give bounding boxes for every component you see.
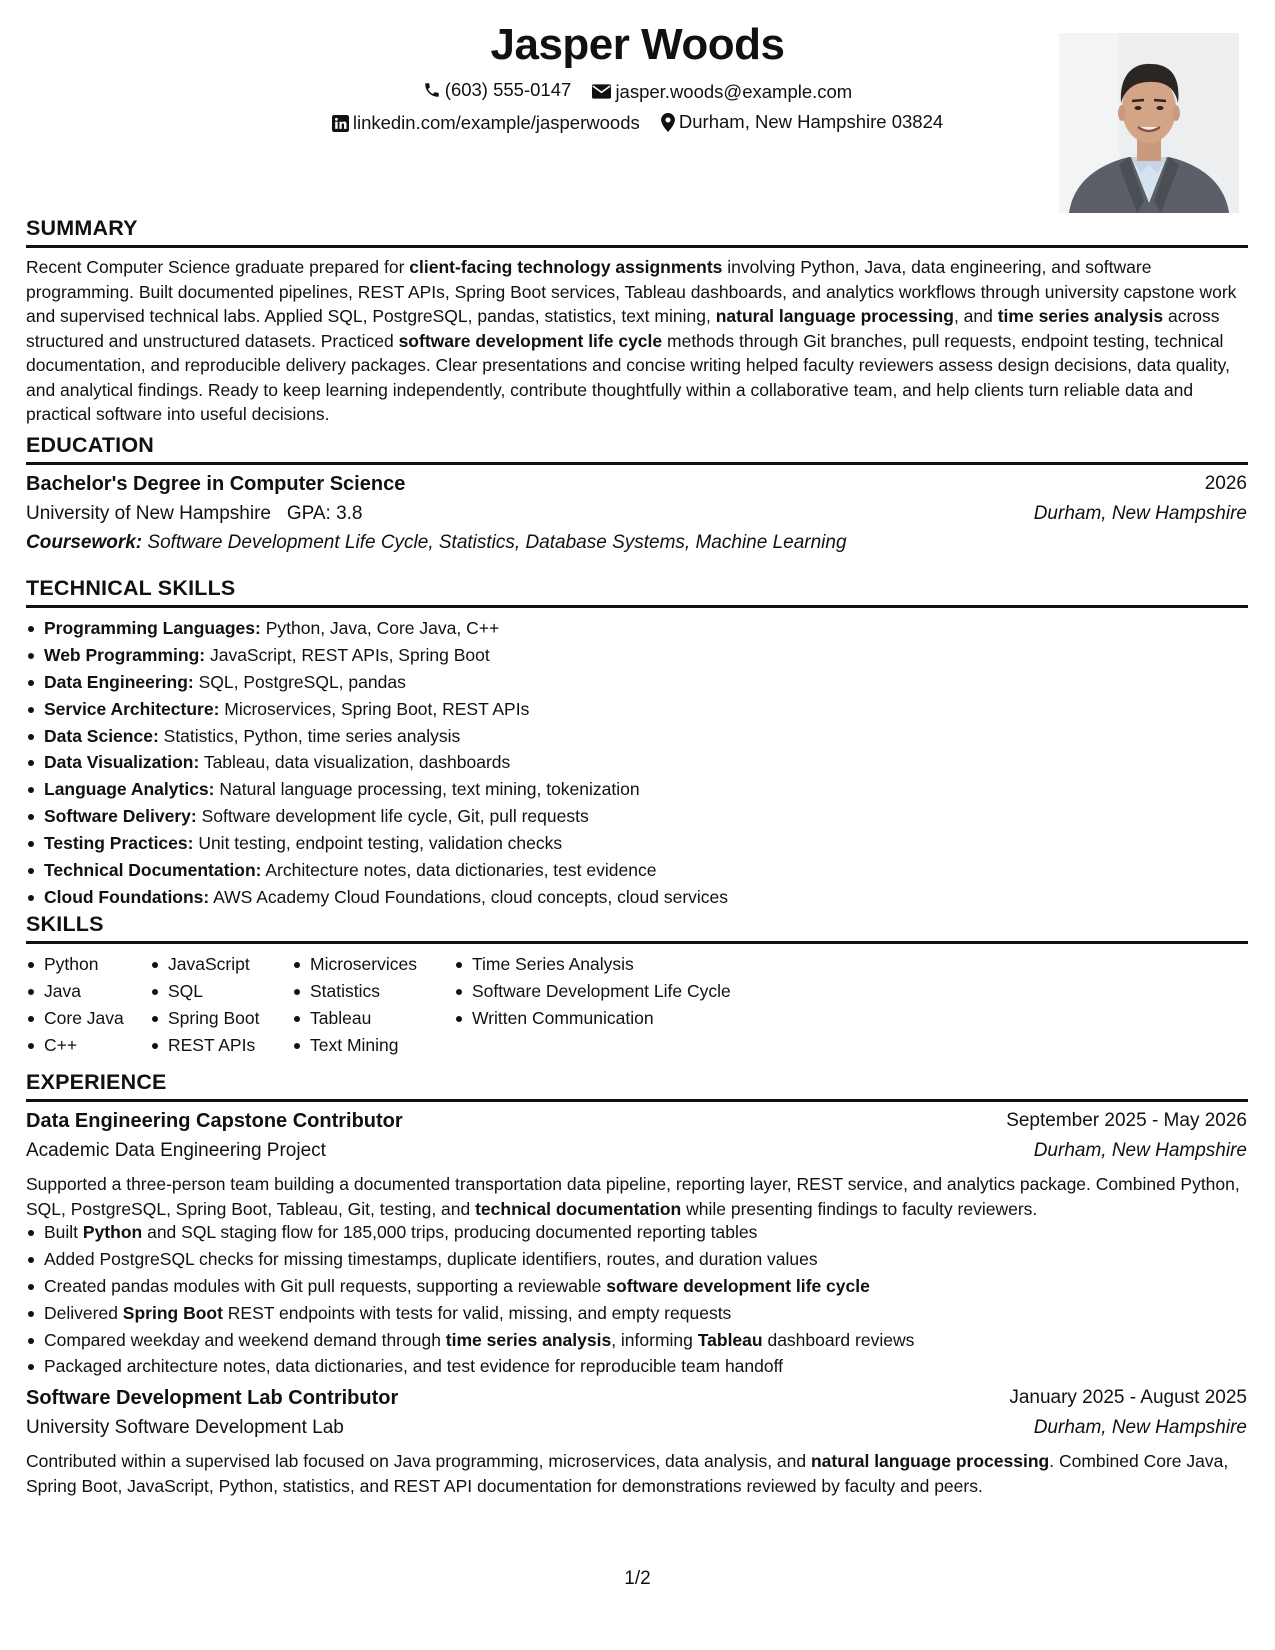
section-divider: [26, 605, 1248, 608]
section-divider: [26, 941, 1248, 944]
description-segment: Contributed within a supervised lab focused on Java programming, microservices, data analysis, and: [26, 1451, 811, 1471]
list-item: Java: [26, 978, 124, 1005]
list-item: Software Development Life Cycle: [454, 978, 731, 1005]
list-item: [26, 803, 728, 830]
skill-category: Programming Languages:: [44, 618, 261, 638]
list-item: SQL: [150, 978, 259, 1005]
summary-emphasis: client-facing technology assignments: [409, 257, 723, 277]
summary-segment: Recent Computer Science graduate prepared for: [26, 257, 410, 277]
skill-values: Architecture notes, data dictionaries, test evidence: [261, 860, 657, 881]
skill-category: Service Architecture:: [44, 698, 220, 719]
skills-list: [150, 951, 259, 1059]
linkedin-link[interactable]: linkedin.com/example/jasperwoods: [352, 112, 640, 133]
skill-category: Software Delivery:: [44, 806, 197, 827]
job-location: Durham, New Hampshire: [1033, 1140, 1247, 1161]
list-item: [26, 1300, 914, 1327]
phone-item: [423, 79, 572, 101]
bullet-text: Added PostgreSQL checks for missing timestamps, duplicate identifiers, routes, and duration values: [44, 1248, 818, 1269]
job-organization: University Software Development Lab: [26, 1417, 344, 1438]
skills-list: [454, 951, 731, 1032]
list-item: [26, 723, 728, 750]
bullet-emphasis: software development life cycle: [606, 1275, 870, 1296]
skill-values: SQL, PostgreSQL, pandas: [193, 671, 406, 692]
section-title-experience: EXPERIENCE: [26, 1070, 167, 1094]
list-item: [26, 1353, 914, 1380]
description-emphasis: technical documentation: [475, 1198, 682, 1219]
job-title: Software Development Lab Contributor: [26, 1387, 399, 1409]
job-location: Durham, New Hampshire: [1033, 1417, 1247, 1438]
skills-column-2: [150, 951, 259, 1059]
description-segment: while presenting findings to faculty reviewers.: [681, 1198, 1038, 1219]
bullet-text: Built: [44, 1222, 83, 1242]
coursework-line: [26, 532, 847, 554]
skills-column-3: [292, 951, 417, 1059]
phone-text: (603) 555-0147: [444, 79, 572, 100]
list-item: Statistics: [292, 978, 417, 1005]
list-item: JavaScript: [150, 951, 259, 978]
school-name: University of New Hampshire: [26, 503, 271, 524]
job-title: Data Engineering Capstone Contributor: [26, 1110, 403, 1132]
gpa: GPA: 3.8: [286, 503, 363, 524]
list-item: [26, 1246, 914, 1273]
technical-skills-list: [26, 615, 728, 911]
bullet-emphasis: Python: [82, 1222, 143, 1242]
school-line: [26, 503, 363, 525]
skills-column-4: [454, 951, 731, 1032]
bullet-text: Delivered: [44, 1302, 123, 1323]
email-item[interactable]: [592, 81, 852, 103]
summary-text: [26, 255, 1251, 427]
description-segment: Supported a three-person team building a documented transportation data pipeline, reporting layer, REST service, and analytics package. Combined Python, SQL, PostgreSQL, Spring Boot, Tableau, Git, testing, and: [26, 1174, 1240, 1219]
section-title-technical-skills: TECHNICAL SKILLS: [26, 576, 236, 600]
bullet-text: and SQL staging flow for 185,000 trips, producing documented reporting tables: [142, 1222, 758, 1242]
skill-category: Web Programming:: [44, 644, 206, 665]
skills-list: [292, 951, 417, 1059]
skill-category: Data Science:: [44, 725, 159, 746]
candidate-name: Jasper Woods: [490, 20, 785, 69]
list-item: [26, 1273, 914, 1300]
list-item: REST APIs: [150, 1032, 259, 1059]
list-item: [26, 884, 728, 911]
list-item: Tableau: [292, 1005, 417, 1032]
section-divider: [26, 245, 1248, 248]
skill-category: Cloud Foundations:: [44, 886, 210, 907]
description-emphasis: natural language processing: [810, 1451, 1050, 1471]
bullet-text: REST endpoints with tests for valid, missing, and empty requests: [222, 1302, 732, 1323]
list-item: [26, 857, 728, 884]
bullet-text: Compared weekday and weekend demand through: [44, 1329, 446, 1350]
list-item: C++: [26, 1032, 124, 1059]
summary-segment: methods through Git branches, pull requests, endpoint testing, technical documentation, and reproducible delivery packages. Clear presentations and concise writing helped faculty reviewers assess design decisions, data quality, and analytical findings. Ready to keep learning independently, contribute thoughtfully within a collaborative team, and help clients turn reliable data and practical software into useful decisions.: [26, 330, 1230, 424]
job-dates: January 2025 - August 2025: [1009, 1387, 1247, 1408]
email-link[interactable]: jasper.woods@example.com: [615, 80, 853, 102]
summary-segment: , and: [953, 306, 998, 326]
location-text: Durham, New Hampshire 03824: [678, 111, 944, 132]
coursework-list: Software Development Life Cycle, Statistics, Database Systems, Machine Learning: [142, 532, 847, 553]
section-title-skills: SKILLS: [26, 912, 104, 936]
list-item: [26, 1219, 914, 1246]
skills-column-1: [26, 951, 124, 1059]
list-item: Python: [26, 951, 124, 978]
bullet-emphasis: time series analysis: [445, 1329, 612, 1350]
list-item: Written Communication: [454, 1005, 731, 1032]
skill-values: Unit testing, endpoint testing, validation checks: [193, 833, 563, 854]
envelope-icon: [592, 84, 611, 99]
summary-segment: across structured and unstructured datasets. Practiced: [26, 306, 1220, 351]
skill-values: AWS Academy Cloud Foundations, cloud concepts, cloud services: [209, 886, 729, 907]
list-item: [26, 749, 728, 776]
section-title-summary: SUMMARY: [26, 216, 138, 240]
list-item: Text Mining: [292, 1032, 417, 1059]
job-description: [26, 1449, 1251, 1498]
summary-emphasis: natural language processing: [715, 306, 954, 326]
list-item: Spring Boot: [150, 1005, 259, 1032]
skill-values: JavaScript, REST APIs, Spring Boot: [205, 644, 490, 665]
bullet-text: Created pandas modules with Git pull requests, supporting a reviewable: [44, 1275, 607, 1296]
skill-category: Testing Practices:: [44, 833, 194, 854]
list-item: [26, 776, 728, 803]
degree-title: Bachelor's Degree in Computer Science: [26, 473, 406, 495]
portrait-image: [1059, 33, 1239, 213]
bullet-text: dashboard reviews: [762, 1329, 915, 1350]
list-item: Microservices: [292, 951, 417, 978]
job-organization: Academic Data Engineering Project: [26, 1140, 326, 1161]
bullet-emphasis: Spring Boot: [122, 1302, 223, 1323]
page-number: 1/2: [624, 1568, 651, 1589]
bullet-emphasis: Tableau: [697, 1329, 763, 1350]
bullet-text: Packaged architecture notes, data dictionaries, and test evidence for reproducible team handoff: [44, 1356, 784, 1377]
skill-category: Technical Documentation:: [44, 860, 262, 881]
skill-category: Data Engineering:: [44, 671, 194, 692]
skill-values: Statistics, Python, time series analysis: [158, 725, 461, 746]
list-item: [26, 696, 728, 723]
coursework-label: Coursework:: [26, 532, 143, 553]
skill-category: Language Analytics:: [44, 779, 215, 800]
summary-emphasis: software development life cycle: [398, 330, 663, 351]
section-title-education: EDUCATION: [26, 433, 155, 457]
list-item: [26, 830, 728, 857]
linkedin-icon: [332, 115, 349, 132]
job-bullets: [26, 1219, 914, 1380]
summary-emphasis: time series analysis: [997, 306, 1164, 326]
list-item: [26, 669, 728, 696]
list-item: Core Java: [26, 1005, 124, 1032]
profile-photo: [1059, 33, 1239, 213]
phone-icon: [423, 81, 441, 99]
skill-values: Software development life cycle, Git, pull requests: [196, 806, 589, 827]
job-description: [26, 1172, 1251, 1221]
skills-list: [26, 951, 124, 1059]
map-pin-icon: [661, 113, 675, 132]
bullet-text: , informing: [611, 1329, 698, 1350]
linkedin-item[interactable]: [332, 112, 640, 134]
section-divider: [26, 1099, 1248, 1102]
skill-values: Tableau, data visualization, dashboards: [199, 752, 511, 773]
skill-category: Data Visualization:: [44, 752, 200, 773]
school-location: Durham, New Hampshire: [1033, 503, 1247, 524]
skill-values: Python, Java, Core Java, C++: [260, 618, 500, 638]
location-item: [661, 111, 943, 133]
graduation-year: 2026: [1204, 473, 1247, 494]
section-divider: [26, 462, 1248, 465]
list-item: [26, 642, 728, 669]
job-dates: September 2025 - May 2026: [1006, 1110, 1247, 1131]
skill-values: Natural language processing, text mining, tokenization: [214, 779, 640, 800]
summary-segment: involving Python, Java, data engineering, and software programming. Built documented pipelines, REST APIs, Spring Boot services, Tableau dashboards, and analytics workflows through university capstone work and supervised technical labs. Applied SQL, PostgreSQL, pandas, statistics, text mining,: [26, 257, 1237, 326]
list-item: [26, 1327, 914, 1354]
skill-values: Microservices, Spring Boot, REST APIs: [219, 698, 530, 719]
list-item: Time Series Analysis: [454, 951, 731, 978]
description-segment: . Combined Core Java, Spring Boot, JavaScript, Python, statistics, and REST API documentation for demonstrations reviewed by faculty and peers.: [26, 1451, 1229, 1496]
list-item: [26, 615, 728, 642]
